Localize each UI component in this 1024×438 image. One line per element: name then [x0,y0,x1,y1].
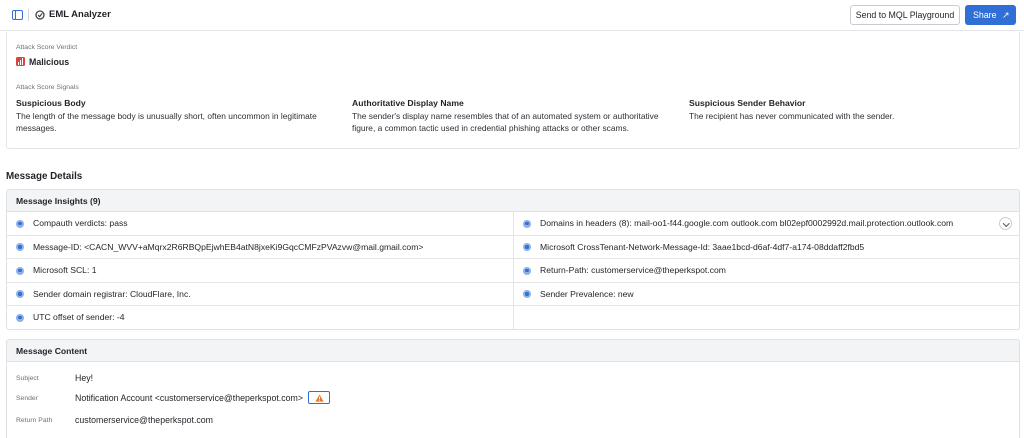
subject-value: Hey! [75,373,94,383]
insight-item [7,283,514,307]
divider [28,9,29,21]
verdict-value: Malicious [29,57,70,67]
info-dot-icon [523,290,531,298]
info-dot-icon [16,314,24,322]
share-button[interactable] [965,5,1016,25]
insight-text: Microsoft CrossTenant-Network-Message-Id: 3aae1bcd-d6af-4df7-a174-08ddaff2fbd5 [540,241,865,252]
info-dot-icon [523,267,531,275]
signals-label: Attack Score Signals [16,84,79,91]
share-label: Share [973,10,997,20]
insight-item [7,236,514,260]
signal-description: The length of the message body is unusually short, often uncommon in legitimate messages. [16,111,317,133]
return-path-value: customerservice@theperkspot.com [75,415,214,425]
share-arrow-icon: ↗ [1002,10,1010,20]
info-dot-icon [16,267,24,275]
info-dot-icon [16,220,24,228]
info-dot-icon [16,290,24,298]
sidebar-toggle-icon[interactable] [12,10,23,20]
insight-item [7,212,514,236]
sender-warning-button[interactable] [308,391,330,404]
insight-item [514,236,1020,260]
insight-text: Return-Path: customerservice@theperkspot.com [540,265,726,275]
insight-item [514,212,1020,236]
signal-title: Suspicious Sender Behavior [689,98,806,108]
signal-title: Authoritative Display Name [352,98,464,108]
signal-description: The sender's display name resembles that of an automated system or authoritative figure, a common tactic used in credential phishing attacks or other scams. [352,111,659,133]
chevron-down-icon[interactable] [999,217,1012,230]
message-content-header: Message Content [7,340,1019,362]
info-dot-icon [16,243,24,251]
insight-empty-cell [514,306,1020,330]
signal-title: Suspicious Body [16,98,86,108]
message-insights-header: Message Insights (9) [7,190,1019,212]
subject-label: Subject [16,375,39,382]
insight-text: Message-ID: <CACN_WVV+aMqrx2R6RBQpEjwhEB4atN8jxeKi9GqcCMFzPVAzvw@mail.gmail.com> [33,241,424,252]
sender-label: Sender [16,395,38,402]
signal-description: The recipient has never communicated with the sender. [689,111,895,121]
sender-value: Notification Account <customerservice@theperkspot.com> [75,393,303,403]
warning-triangle-icon [315,394,324,402]
insight-text: Domains in headers (8): mail-oo1-f44.google.com outlook.com bl02epf0002992d.mail.protection.outlook.com [540,218,954,228]
insight-text: Microsoft SCL: 1 [33,265,97,275]
app-logo-icon [35,10,45,20]
malicious-bar-chart-icon [16,57,25,66]
top-bar [0,0,1024,31]
insight-item [7,259,514,283]
return-path-label: Return Path [16,417,53,424]
attack-score-card [6,32,1020,149]
insight-text: UTC offset of sender: -4 [33,312,125,322]
insight-item [514,259,1020,283]
info-dot-icon [523,220,531,228]
message-insights-panel [6,189,1020,330]
insight-item [7,306,514,330]
verdict-label: Attack Score Verdict [16,44,78,51]
message-details-title: Message Details [6,171,83,182]
info-dot-icon [523,243,531,251]
send-to-mql-playground-button[interactable]: Send to MQL Playground [850,5,960,25]
insight-text: Sender Prevalence: new [540,288,634,299]
insight-text: Compauth verdicts: pass [33,218,128,228]
insight-text: Sender domain registrar: CloudFlare, Inc. [33,288,191,299]
insight-item [514,283,1020,307]
app-title: EML Analyzer [49,9,111,20]
message-content-panel [6,339,1020,438]
